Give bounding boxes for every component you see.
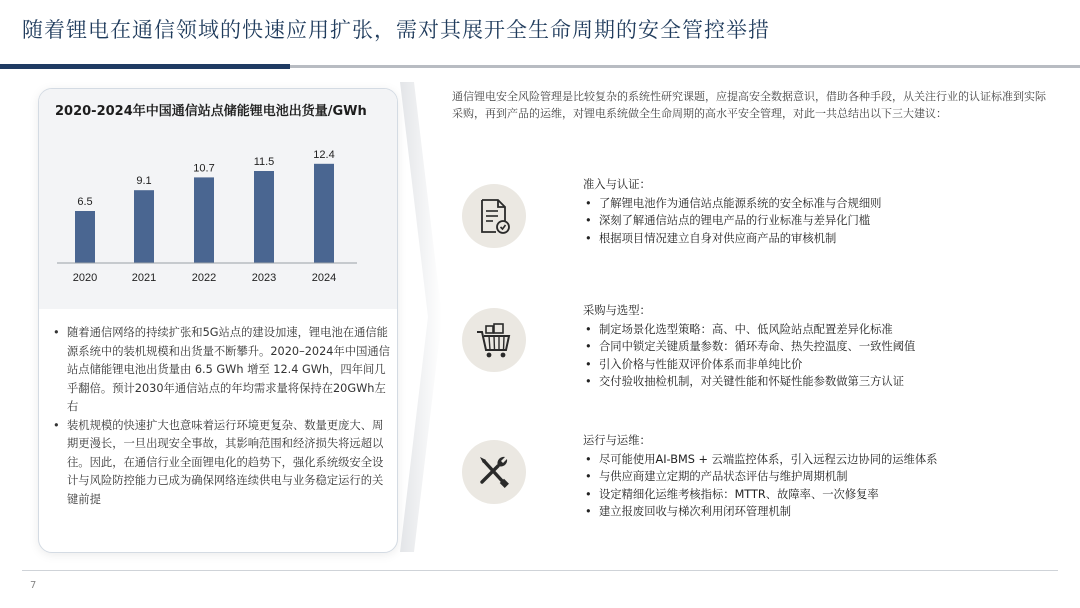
tools-icon <box>462 440 526 504</box>
section-title: 运行与运维： <box>583 434 651 447</box>
bar-chart <box>39 133 398 293</box>
chart-card <box>38 88 398 553</box>
section-list <box>583 321 1053 391</box>
section-certification <box>583 176 1053 247</box>
page-title: 随着锂电在通信领域的快速应用扩张，需对其展开全生命周期的安全管控举措 <box>22 18 770 42</box>
title-rule-accent <box>0 64 290 69</box>
section-bullet: • 交付验收抽检机制，对关键性能和怀疑性能参数做第三方认证 <box>583 373 1053 391</box>
chart-bar <box>314 164 334 263</box>
data-label: 9.1 <box>136 175 152 188</box>
x-tick-label: 2020 <box>72 272 98 284</box>
intro-text: 通信锂电安全风险管理是比较复杂的系统性研究课题，应提高安全数据意识，借助各种手段，从关注行业的认证标准到实际采购，再到产品的运维，对锂电系统做全生命周期的高水平安全管理，对此一共总结出以下三大建议： <box>452 90 1046 120</box>
data-label: 11.5 <box>253 156 275 168</box>
section-bullet: • 根据项目情况建立自身对供应商产品的审核机制 <box>583 230 1053 248</box>
data-label: 10.7 <box>193 162 215 175</box>
section-operations <box>583 432 1053 521</box>
section-bullet: • 引入价格与性能双评价体系而非单纯比价 <box>583 356 1053 374</box>
title-rule <box>290 65 1080 68</box>
section-list <box>583 451 1053 521</box>
left-bullet-list <box>51 324 391 509</box>
chart-bar <box>75 211 95 263</box>
section-bullet: • 设定精细化运维考核指标：MTTR、故障率、一次修复率 <box>583 486 1053 504</box>
section-bullet: • 了解锂电池作为通信站点能源系统的安全标准与合规细则 <box>583 195 1053 213</box>
section-bullet: • 深刻了解通信站点的锂电产品的行业标准与差异化门槛 <box>583 212 1053 230</box>
chevron-arrow <box>400 82 450 552</box>
section-bullet: • 尽可能使用AI-BMS + 云端监控体系，引入远程云边协同的运维体系 <box>583 451 1053 469</box>
section-procurement <box>583 302 1053 391</box>
certificate-icon <box>462 184 526 248</box>
section-title: 准入与认证： <box>583 178 651 191</box>
section-list <box>583 195 1053 248</box>
left-bullet: • 随着通信网络的持续扩张和5G站点的建设加速，锂电池在通信能源系统中的装机规模和出货量不断攀升。2020–2024年中国通信站点储能锂电池出货量由 6.5 GWh 增至 12.4 GWh，四年间几乎翻倍。预计2030年通信站点的年均需求量将保持在20GWh左右 <box>51 324 391 417</box>
shopping-cart-icon <box>462 308 526 372</box>
section-title: 采购与选型： <box>583 304 651 317</box>
chart-bar <box>194 177 214 263</box>
x-tick-label: 2024 <box>311 272 337 284</box>
data-label: 12.4 <box>313 148 335 161</box>
section-bullet: • 与供应商建立定期的产品状态评估与维护周期机制 <box>583 468 1053 486</box>
x-tick-label: 2021 <box>131 272 157 284</box>
section-bullet: • 建立报废回收与梯次利用闭环管理机制 <box>583 503 1053 521</box>
data-label: 6.5 <box>77 196 93 208</box>
x-tick-label: 2022 <box>191 272 217 284</box>
chart-bar <box>254 171 274 263</box>
page-number: 7 <box>30 580 37 591</box>
section-bullet: • 制定场景化选型策略：高、中、低风险站点配置差异化标准 <box>583 321 1053 339</box>
footer-rule <box>22 570 1058 571</box>
left-bullet: • 装机规模的快速扩大也意味着运行环境更复杂、数量更庞大、周期更漫长，一旦出现安全事故，其影响范围和经济损失将远超以往。因此，在通信行业全面锂电化的趋势下，强化系统级安全设计与风险防控能力已成为确保网络连续供电与业务稳定运行的关键前提 <box>51 417 391 510</box>
section-bullet: • 合同中锁定关键质量参数：循环寿命、热失控温度、一致性阈值 <box>583 338 1053 356</box>
chart-title: 2020-2024年中国通信站点储能锂电池出货量/GWh <box>55 104 367 119</box>
chart-bar <box>134 190 154 263</box>
x-tick-label: 2023 <box>251 272 277 284</box>
